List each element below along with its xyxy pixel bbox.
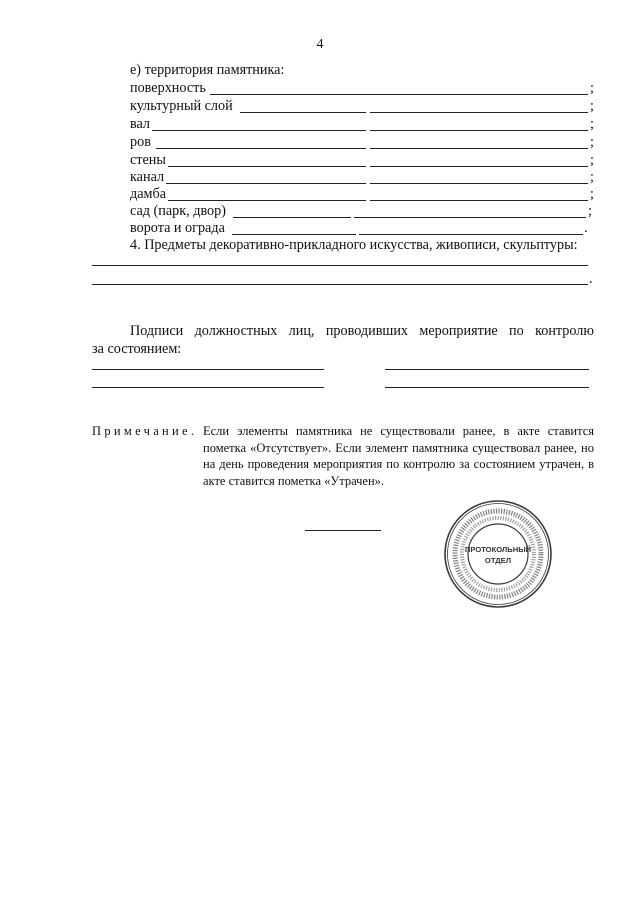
item-label-garden: сад (парк, двор): [130, 203, 226, 219]
fill-line-moat-right: [370, 148, 588, 149]
fill-line-gate-fence-left: [232, 234, 356, 235]
signature-line-right-1: [385, 369, 589, 370]
signature-line-right-2: [385, 387, 589, 388]
stamp-center-line-1: ПРОТОКОЛЬНЫЙ: [464, 545, 532, 554]
item-label-walls: стены: [130, 152, 166, 168]
fill-line-surface: [210, 94, 588, 95]
item-end-dam: ;: [590, 186, 594, 202]
stamp-seal-icon: [442, 498, 554, 610]
fill-line-rampart-left: [152, 130, 366, 131]
item-end-garden: ;: [588, 203, 592, 219]
item-label-cultural-layer: культурный слой: [130, 98, 233, 114]
fill-line-canal-left: [166, 183, 366, 184]
item-label-dam: дамба: [130, 186, 167, 202]
note-text: Если элементы памятника не существовали ранее, в акте ставится пометка «Отсутствует». Если элемент памятника существовал ранее, но на день проведения мероприятия по контролю за состоянием утрачен, в акте ставится пометка «Утрачен».: [203, 424, 594, 488]
fill-line-moat-left: [156, 148, 366, 149]
section-4-line-2: [92, 284, 588, 285]
fill-line-cultural-layer-left: [240, 112, 366, 113]
item-end-gate-fence: .: [584, 220, 588, 236]
item-end-canal: ;: [590, 169, 594, 185]
section-4-end: .: [589, 271, 593, 287]
separator-line: [305, 530, 381, 531]
fill-line-dam-left: [168, 200, 366, 201]
fill-line-walls-right: [370, 166, 588, 167]
section-e-heading: е) территория памятника:: [130, 62, 285, 78]
signature-line-left-1: [92, 369, 324, 370]
item-label-canal: канал: [130, 169, 165, 185]
note-label: Примечание.: [92, 424, 198, 438]
fill-line-cultural-layer-right: [370, 112, 588, 113]
item-label-surface: поверхность: [130, 80, 206, 96]
item-end-surface: ;: [590, 80, 594, 96]
section-4-heading: 4. Предметы декоративно-прикладного искусства, живописи, скульптуры:: [130, 237, 578, 253]
item-label-gate-fence: ворота и ограда: [130, 220, 225, 236]
fill-line-walls-left: [168, 166, 366, 167]
official-stamp: [442, 498, 554, 610]
fill-line-canal-right: [370, 183, 588, 184]
item-end-cultural-layer: ;: [590, 98, 594, 114]
fill-line-rampart-right: [370, 130, 588, 131]
signatures-line-2: за состоянием:: [92, 341, 182, 357]
fill-line-garden-right: [354, 217, 586, 218]
item-label-rampart: вал: [130, 116, 151, 132]
signature-line-left-2: [92, 387, 324, 388]
item-label-moat: ров: [130, 134, 151, 150]
fill-line-garden-left: [233, 217, 351, 218]
item-end-rampart: ;: [590, 116, 594, 132]
item-end-walls: ;: [590, 152, 594, 168]
page-number: 4: [316, 37, 324, 52]
stamp-center-line-2: ОТДЕЛ: [484, 556, 512, 565]
signatures-line-1: Подписи должностных лиц, проводивших мероприятие по контролю: [130, 323, 594, 339]
fill-line-gate-fence-right: [359, 234, 583, 235]
section-4-line-1: [92, 265, 588, 266]
fill-line-dam-right: [370, 200, 588, 201]
item-end-moat: ;: [590, 134, 594, 150]
